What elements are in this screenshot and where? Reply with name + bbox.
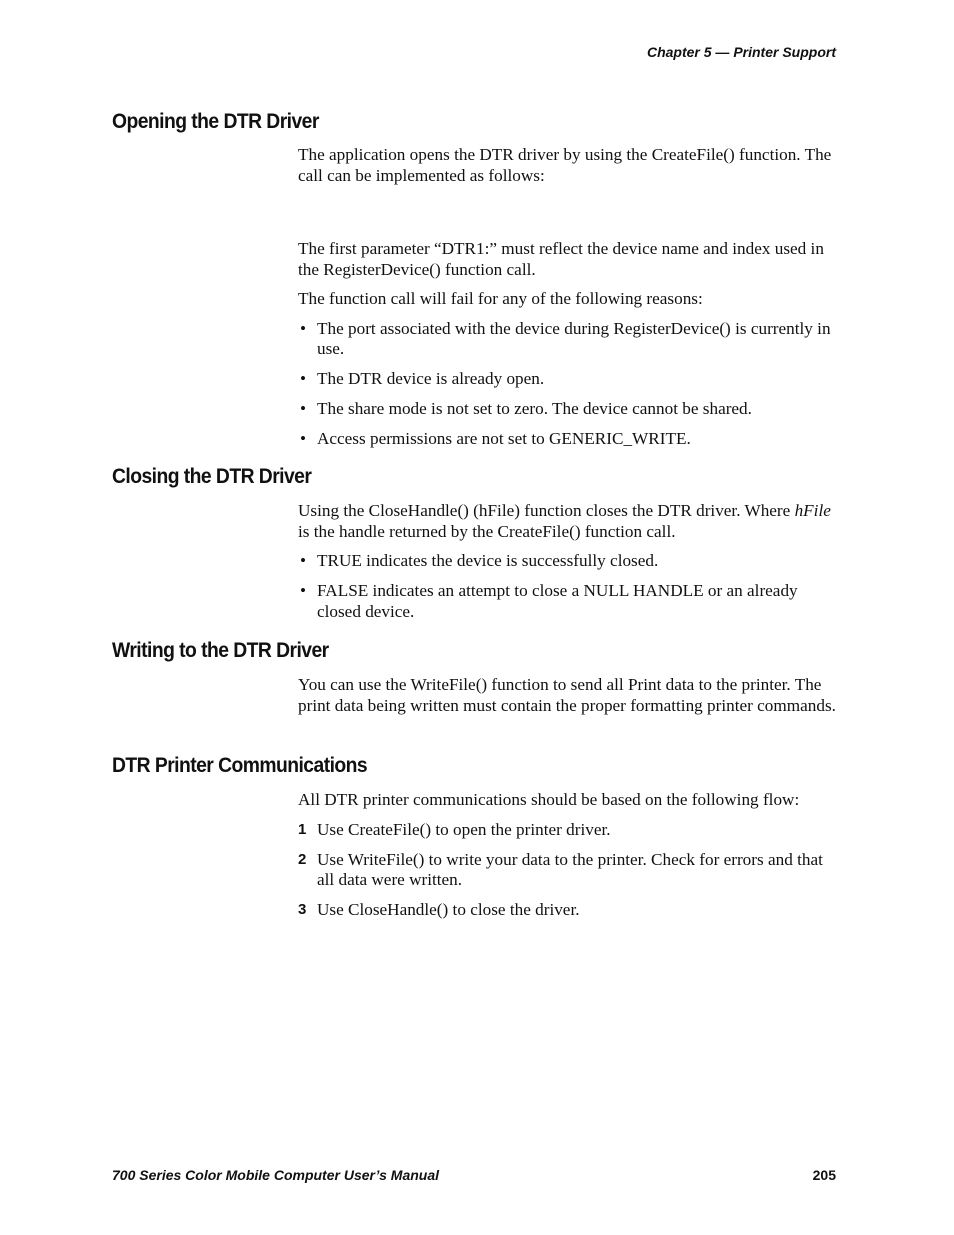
step-number: 3	[298, 901, 307, 918]
footer-page-number: 205	[812, 1167, 836, 1183]
heading-closing-dtr-driver: Closing the DTR Driver	[112, 465, 312, 488]
section-body-writing	[298, 675, 843, 725]
paragraph-fail-reasons: The function call will fail for any of the following reasons:	[298, 289, 703, 308]
closehandle-text-post: is the handle returned by the CreateFile() function call.	[298, 521, 676, 541]
footer-manual-title: 700 Series Color Mobile Computer User’s Manual	[112, 1167, 440, 1183]
section-heading-opening	[112, 110, 337, 134]
bullet-marker: •	[300, 399, 307, 418]
step-text: Use WriteFile() to write your data to the printer. Check for errors and that all data were written.	[317, 849, 823, 889]
heading-opening-dtr-driver: Opening the DTR Driver	[112, 110, 319, 133]
list-item	[298, 850, 843, 891]
section-body-communications	[298, 790, 843, 930]
heading-dtr-printer-communications: DTR Printer Communications	[112, 754, 368, 777]
bullet-text: Access permissions are not set to GENERIC_WRITE.	[317, 429, 691, 448]
paragraph-first-parameter: The first parameter “DTR1:” must reflect the device name and index used in the RegisterDevice() function call.	[298, 239, 824, 279]
section-body-closing	[298, 501, 843, 632]
list-item	[298, 319, 843, 360]
paragraph-flow-intro: All DTR printer communications should be based on the following flow:	[298, 790, 800, 809]
bullet-text: TRUE indicates the device is successfully closed.	[317, 551, 659, 570]
step-text: Use CloseHandle() to close the driver.	[317, 900, 580, 919]
bullet-marker: •	[300, 551, 307, 570]
list-item	[298, 551, 843, 572]
step-text: Use CreateFile() to open the printer driver.	[317, 819, 611, 839]
step-number: 2	[298, 850, 307, 868]
section-body-opening	[298, 145, 843, 195]
bullet-text: The DTR device is already open.	[317, 369, 545, 388]
list-item	[298, 900, 843, 921]
list-item	[298, 429, 843, 450]
paragraph-open-intro: The application opens the DTR driver by using the CreateFile() function. The call can be implemented as follows:	[298, 145, 832, 185]
heading-writing-dtr-driver: Writing to the DTR Driver	[112, 639, 329, 662]
list-item	[298, 581, 843, 622]
section-body-opening-cont	[298, 239, 843, 459]
bullet-marker: •	[300, 318, 307, 338]
list-item	[298, 369, 843, 390]
list-item	[298, 399, 843, 420]
paragraph-writefile: You can use the WriteFile() function to send all Print data to the printer. The print data being written must contain the proper formatting printer commands.	[298, 675, 836, 715]
paragraph-closehandle	[298, 501, 843, 542]
running-header: Chapter 5 — Printer Support	[646, 44, 836, 60]
bullet-marker: •	[300, 429, 307, 448]
list-item	[298, 820, 843, 841]
bullet-marker: •	[300, 369, 307, 388]
closehandle-text-pre: Using the CloseHandle() (hFile) function closes the DTR driver. Where	[298, 501, 795, 520]
bullet-marker: •	[300, 581, 307, 600]
section-heading-communications	[112, 754, 389, 778]
bullet-text: FALSE indicates an attempt to close a NULL HANDLE or an already closed device.	[317, 581, 798, 621]
section-heading-closing	[112, 465, 329, 489]
section-heading-writing	[112, 639, 347, 663]
bullet-text: The share mode is not set to zero. The device cannot be shared.	[317, 399, 752, 418]
step-number: 1	[298, 820, 307, 838]
hfile-italic: hFile	[794, 501, 831, 520]
bullet-text: The port associated with the device during RegisterDevice() is currently in use.	[317, 318, 831, 358]
